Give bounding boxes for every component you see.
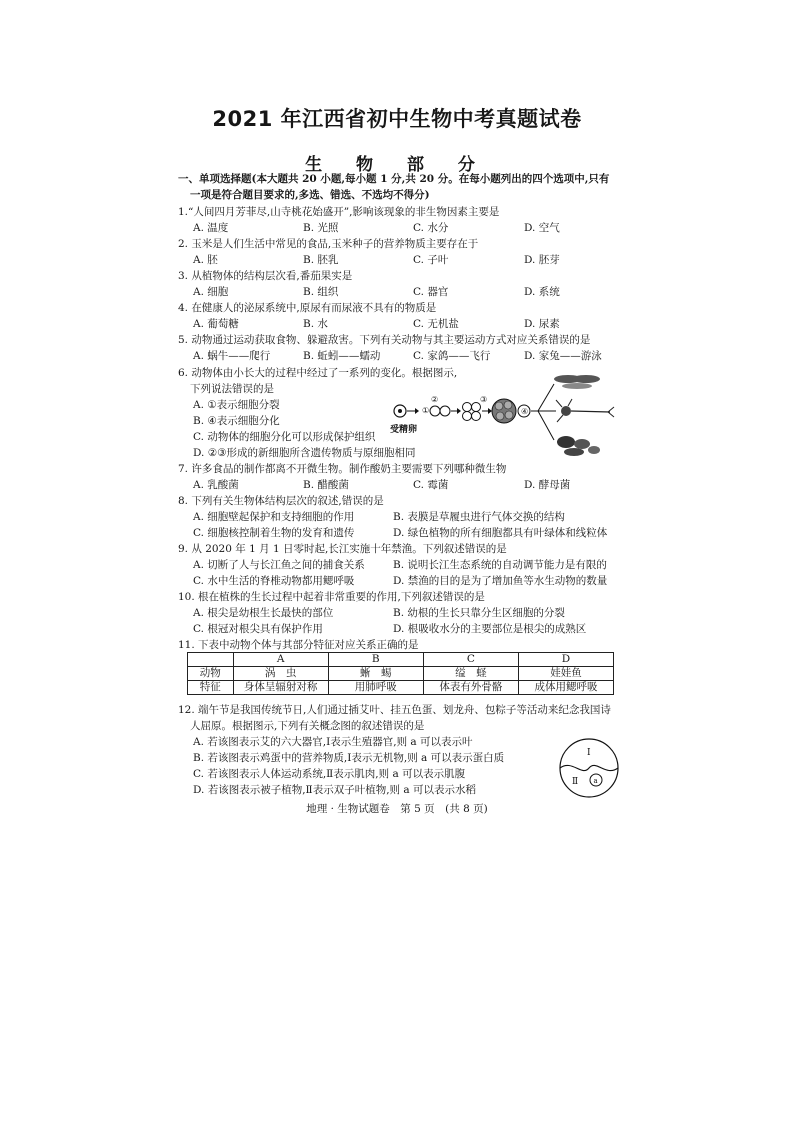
table-cell: 用肺呼吸 [328, 681, 423, 695]
q5-stem: 5. 动物通过运动获取食物、躲避敌害。下列有关动物与其主要运动方式对应关系错误的是 [178, 334, 591, 346]
q2-option-c: C. 子叶 [413, 254, 449, 266]
four-cell-3 [463, 412, 472, 421]
page-title: 2021 年江西省初中生物中考真题试卷 [212, 107, 582, 131]
nerve-ending [608, 407, 614, 412]
q8-option-c: C. 细胞核控制着生物的发育和遗传 [193, 527, 355, 539]
table-cell: 蜥 蜴 [328, 667, 423, 681]
q12-stem-1: 12. 端午节是我国传统节日,人们通过插艾叶、挂五色蛋、划龙舟、包粽子等活动来纪念我国诗 [178, 704, 611, 716]
cell-mass-cell [495, 402, 503, 410]
q5-option-c: C. 家鸽——飞行 [413, 350, 491, 362]
epithelial-tissue [572, 375, 600, 383]
q11-stem: 11. 下表中动物个体与其部分特征对应关系正确的是 [178, 639, 419, 651]
q11-table [187, 652, 614, 695]
table-header-row [188, 653, 614, 667]
table-cell: 娃娃鱼 [518, 667, 613, 681]
step-2-label: ② [431, 395, 439, 404]
q12-option-c: C. 若该图表示人体运动系统,Ⅱ表示肌肉,则 a 可以表示肌腹 [193, 768, 466, 780]
table-row [188, 681, 614, 695]
instructions-line-2: 一项是符合题目要求的,多选、错选、不选均不得分) [190, 189, 430, 201]
nerve-cell-body [561, 406, 571, 416]
q3-option-c: C. 器官 [413, 286, 449, 298]
q7-option-b: B. 醋酸菌 [303, 479, 349, 491]
four-cell-4 [472, 412, 481, 421]
q3-option-d: D. 系统 [524, 286, 560, 298]
q2-option-d: D. 胚芽 [524, 254, 560, 266]
connective-tissue [564, 448, 584, 456]
q6-stem-2: 下列说法错误的是 [190, 383, 274, 395]
table-cell: 成体用鳃呼吸 [518, 681, 613, 695]
q8-stem: 8. 下列有关生物体结构层次的叙述,错误的是 [178, 495, 384, 507]
branch-up [538, 384, 554, 411]
region-a-label: a [593, 777, 598, 785]
table-cell: 涡 虫 [233, 667, 328, 681]
q4-option-c: C. 无机盐 [413, 318, 459, 330]
instructions-line-1: 一、单项选择题(本大题共 20 小题,每小题 1 分,共 20 分。在每小题列出的四个选项中,只有 [178, 173, 610, 185]
table-cell: 动物 [188, 667, 234, 681]
table-cell: 体表有外骨骼 [423, 681, 518, 695]
two-cell-1 [430, 406, 440, 416]
step-4-label: ④ [521, 407, 529, 416]
q3-stem: 3. 从植物体的结构层次看,番茄果实是 [178, 270, 353, 282]
q10-option-a: A. 根尖是幼根生长最快的部位 [193, 607, 334, 619]
q7-stem: 7. 许多食品的制作都离不开微生物。制作酸奶主要需要下列哪种微生物 [178, 463, 507, 475]
q9-option-d: D. 禁渔的目的是为了增加鱼等水生动物的数量 [393, 575, 608, 587]
region-i-label: Ⅰ [587, 748, 591, 758]
table-row [188, 667, 614, 681]
table-cell: A [233, 653, 328, 667]
q1-option-b: B. 光照 [303, 222, 339, 234]
q10-option-d: D. 根吸收水分的主要部位是根尖的成熟区 [393, 623, 587, 635]
nerve-axon [571, 411, 610, 412]
nerve-dendrite [556, 400, 562, 407]
q10-option-c: C. 根冠对根尖具有保护作用 [193, 623, 323, 635]
table-cell: 特征 [188, 681, 234, 695]
zygote-nucleus [398, 409, 402, 413]
q5-option-d: D. 家兔——游泳 [524, 350, 602, 362]
q6-option-b: B. ④表示细胞分化 [193, 415, 280, 427]
connective-tissue [557, 436, 575, 448]
two-cell-2 [440, 406, 450, 416]
q2-stem: 2. 玉米是人们生活中常见的食品,玉米种子的营养物质主要存在于 [178, 238, 479, 250]
q1-option-a: A. 温度 [193, 222, 229, 234]
q10-option-b: B. 幼根的生长只靠分生区细胞的分裂 [393, 607, 565, 619]
step-3-label: ③ [480, 395, 488, 404]
cell-mass-cell [505, 411, 513, 419]
nerve-dendrite [568, 399, 572, 406]
q9-option-b: B. 说明长江生态系统的自动调节能力是有限的 [393, 559, 607, 571]
q4-stem: 4. 在健康人的泌尿系统中,原尿有而尿液不具有的物质是 [178, 302, 437, 314]
q8-option-a: A. 细胞壁起保护和支持细胞的作用 [193, 511, 355, 523]
q12-option-b: B. 若该图表示鸡蛋中的营养物质,Ⅰ表示无机物,则 a 可以表示蛋白质 [193, 752, 505, 764]
q1-option-c: C. 水分 [413, 222, 449, 234]
four-cell-1 [463, 403, 472, 412]
zygote-label: 受精卵 [390, 425, 418, 435]
connective-tissue [588, 446, 600, 454]
q7-option-a: A. 乳酸菌 [193, 479, 239, 491]
section-title: 生 物 部 分 [305, 155, 489, 175]
cell-mass-cell [504, 401, 512, 409]
q1-option-d: D. 空气 [524, 222, 560, 234]
q6-option-a: A. ①表示细胞分裂 [193, 399, 280, 411]
q9-option-a: A. 切断了人与长江鱼之间的捕食关系 [193, 559, 365, 571]
q4-option-d: D. 尿素 [524, 318, 560, 330]
table-cell: 缢 蛏 [423, 667, 518, 681]
q9-option-c: C. 水中生活的脊椎动物都用鳃呼吸 [193, 575, 355, 587]
epithelial-tissue [562, 383, 592, 389]
q12-option-a: A. 若该图表示艾的六大器官,Ⅰ表示生殖器官,则 a 可以表示叶 [193, 736, 473, 748]
connective-tissue [574, 439, 590, 449]
cell-division-figure [388, 372, 618, 462]
q6-stem-1: 6. 动物体由小长大的过程中经过了一系列的变化。根据图示, [178, 367, 458, 379]
q8-option-d: D. 绿色植物的所有细胞都具有叶绿体和线粒体 [393, 527, 608, 539]
table-cell: D [518, 653, 613, 667]
q7-option-d: D. 酵母菌 [524, 479, 571, 491]
step-1-label: ① [422, 406, 430, 415]
q12-stem-2: 人屈原。根据图示,下列有关概念图的叙述错误的是 [190, 720, 425, 732]
q3-option-a: A. 细胞 [193, 286, 229, 298]
q12-option-d: D. 若该图表示被子植物,Ⅱ表示双子叶植物,则 a 可以表示水稻 [193, 784, 476, 796]
nerve-dendrite [557, 415, 563, 422]
q2-option-b: B. 胚乳 [303, 254, 339, 266]
branch-down [538, 411, 554, 440]
nerve-ending [608, 412, 614, 417]
cell-mass-cell [496, 412, 504, 420]
concept-diagram [558, 737, 620, 799]
q9-stem: 9. 从 2020 年 1 月 1 日零时起,长江实施十年禁渔。下列叙述错误的是 [178, 543, 507, 555]
table-cell: C [423, 653, 518, 667]
q1-stem: 1.“人间四月芳菲尽,山寺桃花始盛开”,影响该现象的非生物因素主要是 [178, 206, 500, 218]
table-cell [188, 653, 234, 667]
q4-option-b: B. 水 [303, 318, 328, 330]
q7-option-c: C. 霉菌 [413, 479, 449, 491]
page-footer: 地理 · 生物试题卷 第 5 页 (共 8 页) [306, 803, 488, 815]
cell-mass [492, 399, 516, 423]
q6-option-d: D. ②③形成的新细胞所含遗传物质与原细胞相同 [193, 447, 416, 459]
q6-option-c: C. 动物体的细胞分化可以形成保护组织 [193, 431, 376, 443]
q10-stem: 10. 根在植株的生长过程中起着非常重要的作用,下列叙述错误的是 [178, 591, 485, 603]
table-cell: B [328, 653, 423, 667]
q5-option-b: B. 蚯蚓——蠕动 [303, 350, 381, 362]
region-ii-label: Ⅱ [572, 777, 579, 787]
arrowhead-3 [488, 408, 492, 414]
arrowhead-1 [415, 408, 419, 414]
q3-option-b: B. 组织 [303, 286, 339, 298]
q4-option-a: A. 葡萄糖 [193, 318, 239, 330]
q2-option-a: A. 胚 [193, 254, 218, 266]
arrowhead-2 [457, 408, 461, 414]
q5-option-a: A. 蜗牛——爬行 [193, 350, 271, 362]
q8-option-b: B. 表膜是草履虫进行气体交换的结构 [393, 511, 565, 523]
table-cell: 身体呈辐射对称 [233, 681, 328, 695]
